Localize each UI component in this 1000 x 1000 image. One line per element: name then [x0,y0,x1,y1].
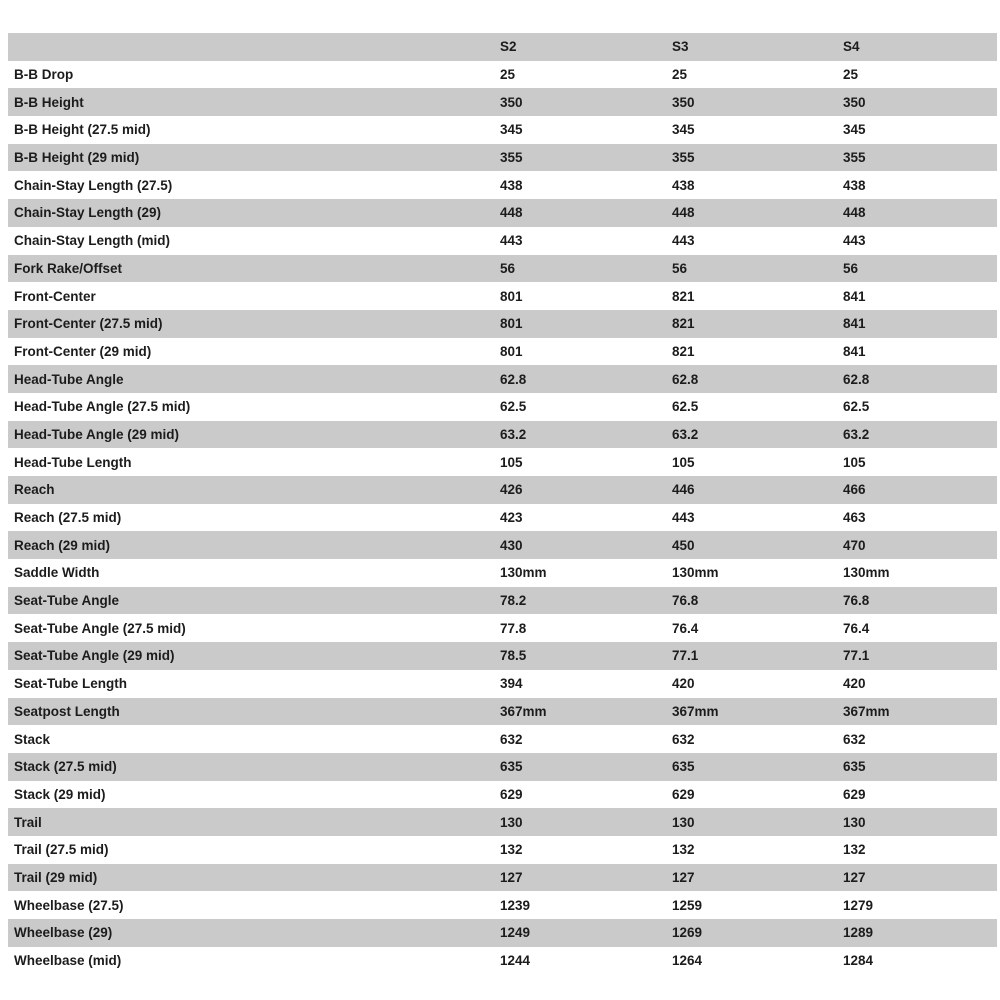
row-label: Front-Center [14,288,96,304]
row-label: Trail (29 mid) [14,869,98,885]
table-row [8,61,997,89]
row-label: Saddle Width [14,565,100,581]
geometry-table [8,33,997,974]
table-row [8,947,997,975]
row-value-s2: 801 [500,316,523,332]
table-row [8,338,997,366]
row-label: Seat-Tube Length [14,676,127,692]
row-value-s3: 130 [672,814,695,830]
row-label: Head-Tube Angle (29 mid) [14,426,180,442]
row-value-s4: 76.8 [843,593,870,609]
row-value-s2: 1244 [500,953,531,969]
row-value-s3: 132 [672,842,695,858]
row-value-s4: 841 [843,316,866,332]
row-value-s3: 443 [672,510,695,526]
table-row [8,448,997,476]
row-value-s4: 629 [843,786,866,802]
row-value-s3: 821 [672,316,695,332]
row-value-s4: 1279 [843,897,874,913]
row-value-s2: 127 [500,869,523,885]
row-label: Stack (29 mid) [14,786,106,802]
row-value-s4: 350 [843,94,866,110]
row-label: B-B Height [14,94,84,110]
row-value-s3: 77.1 [672,648,699,664]
row-label: Head-Tube Angle [14,371,124,387]
row-value-s4: 841 [843,288,866,304]
row-value-s2: 801 [500,288,523,304]
row-value-s2: 25 [500,67,516,83]
row-value-s2: 62.8 [500,371,527,387]
table-row [8,531,997,559]
row-label: Wheelbase (mid) [14,953,122,969]
row-value-s2: 1249 [500,925,531,941]
row-value-s4: 56 [843,260,859,276]
table-row [8,808,997,836]
row-value-s3: 130mm [672,565,719,581]
column-header-s4: S4 [843,39,860,55]
table-row [8,891,997,919]
geometry-table-container [8,33,997,974]
column-header-metric [8,33,494,61]
row-value-s4: 443 [843,233,866,249]
row-value-s3: 438 [672,177,695,193]
row-value-s3: 821 [672,288,695,304]
table-body [8,61,997,975]
row-value-s3: 350 [672,94,695,110]
row-value-s3: 443 [672,233,695,249]
row-label: Stack [14,731,51,747]
row-value-s4: 463 [843,510,866,526]
row-value-s4: 466 [843,482,866,498]
table-row [8,642,997,670]
row-value-s3: 635 [672,759,695,775]
row-value-s3: 629 [672,786,695,802]
row-label: Seat-Tube Angle [14,593,120,609]
row-value-s3: 355 [672,150,695,166]
row-value-s4: 132 [843,842,866,858]
row-value-s2: 430 [500,537,523,553]
table-row [8,144,997,172]
row-value-s4: 130mm [843,565,890,581]
row-value-s2: 63.2 [500,426,527,442]
table-row [8,282,997,310]
row-value-s3: 56 [672,260,688,276]
row-value-s3: 1264 [672,953,703,969]
row-value-s2: 78.5 [500,648,527,664]
table-row [8,670,997,698]
row-label: Front-Center (27.5 mid) [14,316,163,332]
row-value-s3: 420 [672,676,695,692]
table-row [8,614,997,642]
row-value-s2: 394 [500,676,523,692]
row-value-s3: 345 [672,122,695,138]
row-label: Trail (27.5 mid) [14,842,109,858]
table-row [8,864,997,892]
row-value-s4: 25 [843,67,859,83]
table-row [8,836,997,864]
row-label: Reach (27.5 mid) [14,510,122,526]
row-value-s2: 629 [500,786,523,802]
row-label: Seat-Tube Angle (29 mid) [14,648,175,664]
row-label: Wheelbase (29) [14,925,113,941]
column-header-s3: S3 [672,39,689,55]
row-value-s2: 62.5 [500,399,527,415]
row-label: Chain-Stay Length (mid) [14,233,170,249]
row-value-s2: 345 [500,122,523,138]
table-row [8,725,997,753]
row-value-s4: 1289 [843,925,874,941]
row-value-s2: 448 [500,205,523,221]
row-value-s2: 130 [500,814,523,830]
row-value-s2: 1239 [500,897,531,913]
row-value-s2: 423 [500,510,523,526]
row-value-s3: 127 [672,869,695,885]
row-value-s2: 132 [500,842,523,858]
row-label: Front-Center (29 mid) [14,343,152,359]
row-label: Seat-Tube Angle (27.5 mid) [14,620,186,636]
row-value-s4: 448 [843,205,866,221]
table-row [8,587,997,615]
row-value-s3: 1269 [672,925,703,941]
table-row [8,559,997,587]
column-header-s2: S2 [500,39,517,55]
row-label: Trail [14,814,42,830]
table-row [8,698,997,726]
row-value-s2: 77.8 [500,620,527,636]
row-value-s3: 63.2 [672,426,699,442]
row-value-s3: 446 [672,482,695,498]
row-value-s3: 367mm [672,703,719,719]
row-value-s2: 635 [500,759,523,775]
row-value-s4: 635 [843,759,866,775]
row-value-s3: 105 [672,454,695,470]
row-value-s3: 1259 [672,897,703,913]
table-row [8,476,997,504]
row-value-s4: 420 [843,676,866,692]
row-label: Wheelbase (27.5) [14,897,124,913]
row-value-s3: 448 [672,205,695,221]
row-label: Reach [14,482,55,498]
row-value-s4: 77.1 [843,648,870,664]
row-value-s3: 25 [672,67,688,83]
row-label: B-B Drop [14,67,74,83]
row-value-s3: 76.8 [672,593,699,609]
table-row [8,781,997,809]
table-row [8,365,997,393]
row-value-s3: 450 [672,537,695,553]
row-value-s2: 632 [500,731,523,747]
row-label: B-B Height (27.5 mid) [14,122,151,138]
row-value-s3: 632 [672,731,695,747]
table-row [8,171,997,199]
table-row [8,227,997,255]
table-row [8,919,997,947]
row-value-s4: 470 [843,537,866,553]
row-value-s2: 443 [500,233,523,249]
row-value-s2: 350 [500,94,523,110]
row-value-s2: 355 [500,150,523,166]
row-value-s3: 821 [672,343,695,359]
row-value-s4: 1284 [843,953,874,969]
row-label: Seatpost Length [14,703,120,719]
row-value-s4: 367mm [843,703,890,719]
row-value-s4: 105 [843,454,866,470]
row-label: Stack (27.5 mid) [14,759,117,775]
row-label: Chain-Stay Length (29) [14,205,162,221]
row-label: Reach (29 mid) [14,537,111,553]
row-value-s2: 78.2 [500,593,527,609]
header-row [8,33,997,61]
row-value-s2: 56 [500,260,516,276]
row-value-s2: 426 [500,482,523,498]
row-value-s4: 62.8 [843,371,870,387]
row-value-s2: 130mm [500,565,547,581]
row-value-s4: 63.2 [843,426,870,442]
row-value-s2: 801 [500,343,523,359]
row-value-s4: 345 [843,122,866,138]
row-value-s2: 367mm [500,703,547,719]
row-value-s4: 62.5 [843,399,870,415]
row-value-s4: 841 [843,343,866,359]
row-label: Head-Tube Length [14,454,132,470]
row-value-s3: 76.4 [672,620,699,636]
row-value-s4: 130 [843,814,866,830]
table-row [8,88,997,116]
row-value-s2: 438 [500,177,523,193]
table-row [8,393,997,421]
table-row [8,753,997,781]
row-value-s3: 62.8 [672,371,699,387]
table-row [8,310,997,338]
table-row [8,421,997,449]
row-value-s4: 632 [843,731,866,747]
row-value-s4: 438 [843,177,866,193]
row-label: Fork Rake/Offset [14,260,123,276]
table-row [8,255,997,283]
row-label: Head-Tube Angle (27.5 mid) [14,399,191,415]
row-value-s4: 127 [843,869,866,885]
row-value-s2: 105 [500,454,523,470]
row-value-s4: 76.4 [843,620,870,636]
table-row [8,504,997,532]
row-value-s3: 62.5 [672,399,699,415]
table-row [8,116,997,144]
row-value-s4: 355 [843,150,866,166]
table-row [8,199,997,227]
row-label: B-B Height (29 mid) [14,150,140,166]
row-label: Chain-Stay Length (27.5) [14,177,173,193]
